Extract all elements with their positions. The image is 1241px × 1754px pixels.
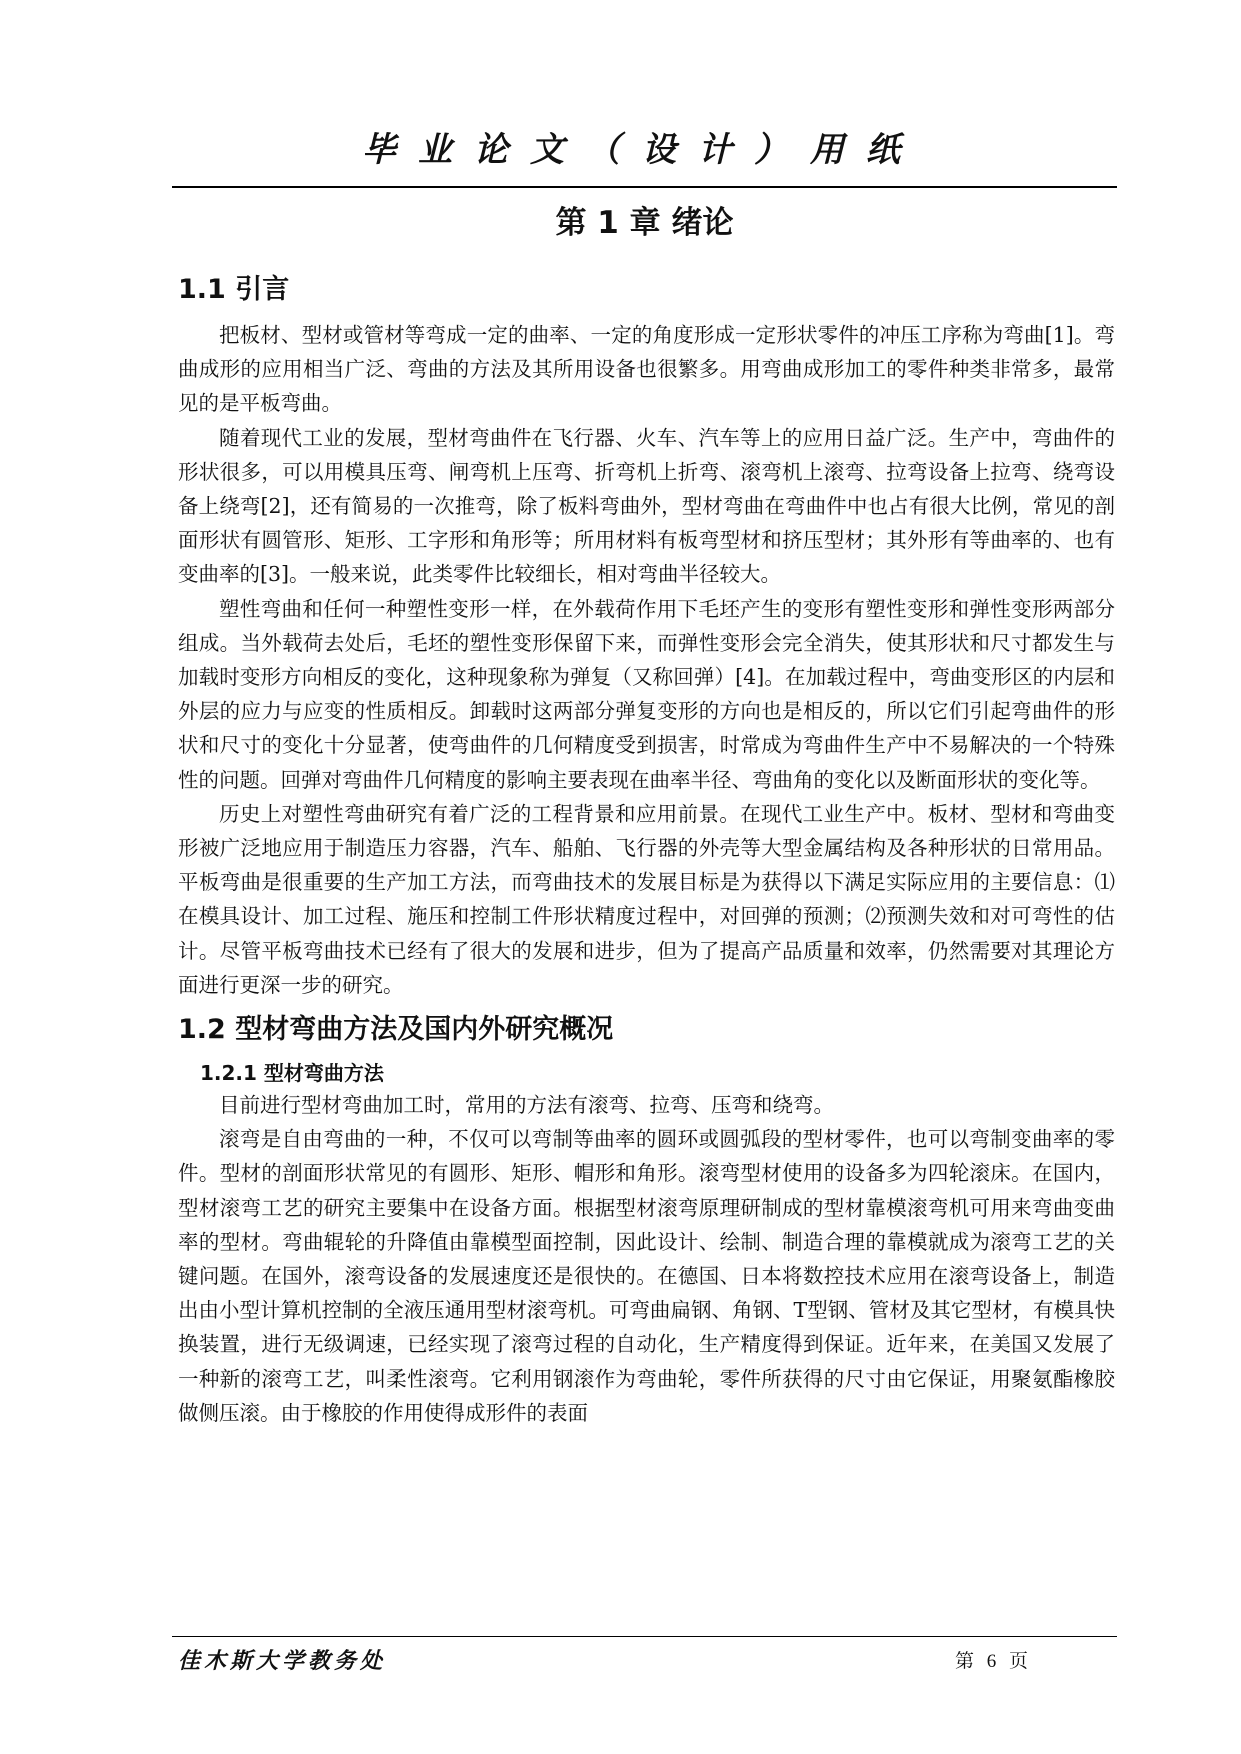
page-header-title: 毕业论文（设计）用纸 bbox=[362, 130, 922, 170]
paragraph: 滚弯是自由弯曲的一种，不仅可以弯制等曲率的圆环或圆弧段的型材零件，也可以弯制变曲率的零件。型材的剖面形状常见的有圆形、矩形、帽形和角形。滚弯型材使用的设备多为四轮滚床。在国内，型材滚弯工艺的研究主要集中在设备方面。根据型材滚弯原理研制成的型材靠模滚弯机可用来弯曲变曲率的型材。弯曲辊轮的升降值由靠模型面控制，因此设计、绘制、制造合理的靠模就成为滚弯工艺的关键问题。在国外，滚弯设备的发展速度还是很快的。在德国、日本将数控技术应用在滚弯设备上，制造出由小型计算机控制的全液压通用型材滚弯机。可弯曲扁钢、角钢、T型钢、管材及其它型材，有模具快换装置，进行无级调速，已经实现了滚弯过程的自动化，生产精度得到保证。近年来，在美国又发展了一种新的滚弯工艺，叫柔性滚弯。它利用钢滚作为弯曲轮，零件所获得的尺寸由它保证，用聚氨酯橡胶做侧压滚。由于橡胶的作用使得成形件的表面 bbox=[178, 1127, 1115, 1425]
footer-organization: 佳木斯大学教务处 bbox=[178, 1648, 387, 1674]
subsection-heading-1-2-1: 1.2.1 型材弯曲方法 bbox=[200, 1061, 384, 1086]
paragraph: 随着现代工业的发展，型材弯曲件在飞行器、火车、汽车等上的应用日益广泛。生产中，弯曲件的形状很多，可以用模具压弯、闸弯机上压弯、折弯机上折弯、滚弯机上滚弯、拉弯设备上拉弯、绕弯设备上绕弯[2]，还有简易的一次推弯，除了板料弯曲外，型材弯曲在弯曲件中也占有很大比例，常见的剖面形状有圆管形、矩形、工字形和角形等；所用材料有板弯型材和挤压型材；其外形有等曲率的、也有变曲率的[3]。一般来说，此类零件比较细长，相对弯曲半径较大。 bbox=[178, 425, 1115, 587]
section-heading-1-2: 1.2 型材弯曲方法及国内外研究概况 bbox=[178, 1014, 614, 1046]
paragraph: 把板材、型材或管材等弯成一定的曲率、一定的角度形成一定形状零件的冲压工序称为弯曲[1]。弯曲成形的应用相当广泛、弯曲的方法及其所用设备也很繁多。用弯曲成形加工的零件种类非常多，最常见的是平板弯曲。 bbox=[178, 323, 1115, 416]
page-number: 第 6 页 bbox=[955, 1651, 1033, 1672]
footer-divider bbox=[172, 1636, 1117, 1637]
chapter-title: 第 1 章 绪论 bbox=[555, 205, 734, 241]
paragraph: 历史上对塑性弯曲研究有着广泛的工程背景和应用前景。在现代工业生产中。板材、型材和弯曲变形被广泛地应用于制造压力容器，汽车、船舶、飞行器的外壳等大型金属结构及各种形状的日常用品。平板弯曲是很重要的生产加工方法，而弯曲技术的发展目标是为获得以下满足实际应用的主要信息：⑴在模具设计、加工过程、施压和控制工件形状精度过程中，对回弹的预测；⑵预测失效和对可弯性的估计。尽管平板弯曲技术已经有了很大的发展和进步，但为了提高产品质量和效率，仍然需要对其理论方面进行更深一步的研究。 bbox=[178, 801, 1115, 997]
header-divider bbox=[172, 186, 1117, 188]
body-content bbox=[178, 270, 1115, 1430]
paragraph: 塑性弯曲和任何一种塑性变形一样，在外载荷作用下毛坯产生的变形有塑性变形和弹性变形两部分组成。当外载荷去处后，毛坯的塑性变形保留下来，而弹性变形会完全消失，使其形状和尺寸都发生与加载时变形方向相反的变化，这种现象称为弹复（又称回弹）[4]。在加载过程中，弯曲变形区的内层和外层的应力与应变的性质相反。卸载时这两部分弹复变形的方向也是相反的，所以它们引起弯曲件的形状和尺寸的变化十分显著，使弯曲件的几何精度受到损害，时常成为弯曲件生产中不易解决的一个特殊性的问题。回弹对弯曲件几何精度的影响主要表现在曲率半径、弯曲角的变化以及断面形状的变化等。 bbox=[178, 596, 1115, 792]
section-heading-1-1: 1.1 引言 bbox=[178, 274, 290, 305]
paragraph: 目前进行型材弯曲加工时，常用的方法有滚弯、拉弯、压弯和绕弯。 bbox=[219, 1093, 834, 1118]
